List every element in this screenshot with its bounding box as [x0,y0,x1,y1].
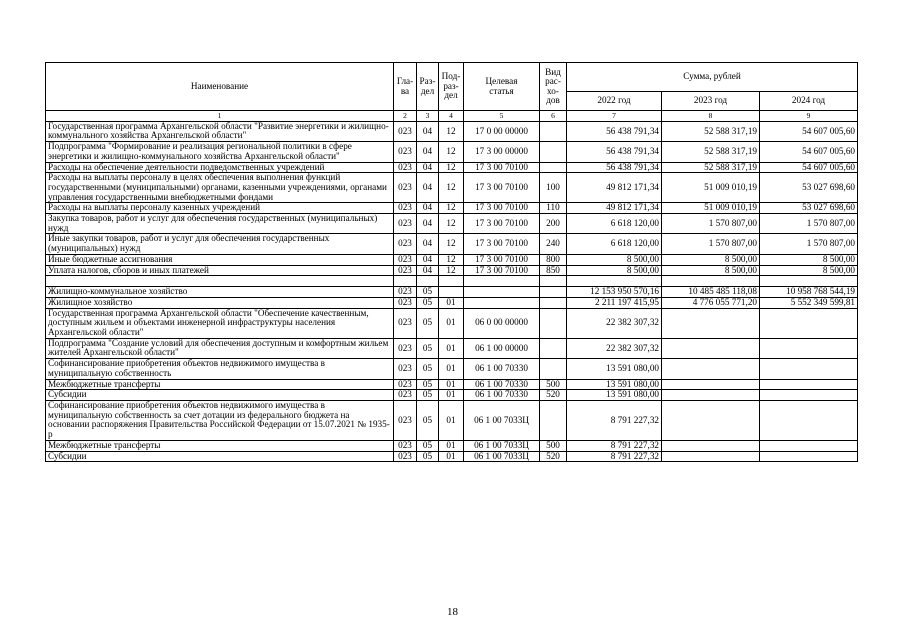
col-header-podrazdel: Под- раз- дел [439,63,464,111]
row-vid [540,162,567,173]
row-sum-2022 [567,276,662,287]
row-statya: 06 0 00 00000 [464,308,540,338]
row-statya: 17 3 00 70100 [464,162,540,173]
table-row [46,265,858,276]
page-number: 18 [447,606,458,618]
row-sum-2024: 53 027 698,60 [760,173,858,203]
col-header-name: Наименование [46,63,394,111]
row-razdel: 04 [417,214,439,234]
table-row [46,359,858,379]
table-row [46,121,858,141]
column-index: 4 [439,111,464,122]
row-sum-2023: 52 588 317,19 [662,121,760,141]
row-sum-2022: 8 500,00 [567,265,662,276]
row-name: Иные бюджетные ассигнования [46,254,394,265]
row-sum-2022: 13 591 080,00 [567,379,662,390]
row-podrazdel: 01 [439,390,464,401]
row-sum-2022: 22 382 307,32 [567,338,662,358]
row-razdel [417,276,439,287]
row-statya [464,276,540,287]
row-name: Субсидии [46,451,394,462]
row-glava: 023 [394,338,417,358]
row-name: Государственная программа Архангельской области "Обеспечение качественным, доступным жильем и объектами инженерной инфраструктуры населения Архангельской области" [46,308,394,338]
col-header-razdel: Раз- дел [417,63,439,111]
row-name [46,276,394,287]
row-sum-2024: 10 958 768 544,19 [760,287,858,298]
row-vid [540,142,567,162]
row-razdel: 05 [417,308,439,338]
row-sum-2024: 54 607 005,60 [760,121,858,141]
row-glava: 023 [394,203,417,214]
row-vid: 500 [540,440,567,451]
table-row [46,162,858,173]
row-podrazdel: 12 [439,203,464,214]
row-razdel: 04 [417,142,439,162]
row-sum-2022: 13 591 080,00 [567,390,662,401]
row-name: Софинансирование приобретения объектов недвижимого имущества в муниципальную собственность [46,359,394,379]
row-sum-2024 [760,379,858,390]
row-sum-2024: 54 607 005,60 [760,142,858,162]
row-podrazdel: 12 [439,162,464,173]
row-podrazdel: 12 [439,254,464,265]
row-sum-2023: 1 570 807,00 [662,214,760,234]
row-name: Расходы на выплаты персоналу казенных учреждений [46,203,394,214]
row-sum-2023: 51 009 010,19 [662,173,760,203]
row-razdel: 05 [417,390,439,401]
row-statya: 06 1 00 70330 [464,359,540,379]
table-row [46,214,858,234]
row-podrazdel [439,287,464,298]
table-row [46,276,858,287]
row-glava: 023 [394,297,417,308]
row-sum-2022: 49 812 171,34 [567,203,662,214]
row-statya: 06 1 00 00000 [464,338,540,358]
row-razdel: 04 [417,203,439,214]
row-podrazdel: 12 [439,173,464,203]
row-glava: 023 [394,254,417,265]
row-razdel: 05 [417,359,439,379]
row-sum-2022: 6 618 120,00 [567,234,662,254]
row-razdel: 05 [417,338,439,358]
row-sum-2023: 52 588 317,19 [662,142,760,162]
row-podrazdel: 12 [439,121,464,141]
row-vid: 520 [540,451,567,462]
column-index: 6 [540,111,567,122]
row-sum-2024: 8 500,00 [760,265,858,276]
row-statya: 06 1 00 7033Ц [464,451,540,462]
row-glava: 023 [394,142,417,162]
row-sum-2022: 8 500,00 [567,254,662,265]
row-sum-2024: 54 607 005,60 [760,162,858,173]
row-sum-2022: 56 438 791,34 [567,121,662,141]
row-podrazdel: 01 [439,451,464,462]
table-row [46,234,858,254]
row-sum-2024 [760,338,858,358]
row-glava: 023 [394,287,417,298]
row-name: Жилищное хозяйство [46,297,394,308]
column-index: 3 [417,111,439,122]
row-glava: 023 [394,379,417,390]
row-sum-2024 [760,451,858,462]
row-sum-2023 [662,308,760,338]
row-sum-2023 [662,390,760,401]
row-sum-2024 [760,400,858,440]
table-row [46,379,858,390]
row-name: Уплата налогов, сборов и иных платежей [46,265,394,276]
row-razdel: 05 [417,379,439,390]
table-row [46,338,858,358]
row-vid: 100 [540,173,567,203]
row-vid [540,400,567,440]
table-row [46,297,858,308]
row-vid [540,338,567,358]
column-index: 2 [394,111,417,122]
col-header-year-2022: 2022 год [567,92,662,111]
row-sum-2022: 8 791 227,32 [567,400,662,440]
col-header-statya: Целевая статья [464,63,540,111]
row-sum-2024 [760,390,858,401]
row-sum-2022: 12 153 950 570,16 [567,287,662,298]
row-statya [464,297,540,308]
row-razdel: 05 [417,400,439,440]
row-sum-2023: 51 009 010,19 [662,203,760,214]
row-sum-2024: 8 500,00 [760,254,858,265]
row-vid: 500 [540,379,567,390]
row-name: Субсидии [46,390,394,401]
col-header-glava: Гла- ва [394,63,417,111]
row-podrazdel: 01 [439,379,464,390]
row-statya: 17 3 00 70100 [464,265,540,276]
row-razdel: 04 [417,121,439,141]
row-name: Межбюджетные трансферты [46,440,394,451]
row-vid [540,359,567,379]
col-header-year-2024: 2024 год [760,92,858,111]
row-name: Жилищно-коммунальное хозяйство [46,287,394,298]
table-row [46,142,858,162]
row-statya: 17 0 00 00000 [464,121,540,141]
row-glava [394,276,417,287]
row-sum-2023 [662,451,760,462]
row-sum-2024 [760,440,858,451]
table-row [46,390,858,401]
row-sum-2024 [760,359,858,379]
row-sum-2024: 1 570 807,00 [760,234,858,254]
row-razdel: 05 [417,451,439,462]
row-podrazdel: 01 [439,359,464,379]
row-statya: 17 3 00 70100 [464,203,540,214]
table-row [46,173,858,203]
row-statya: 17 3 00 70100 [464,214,540,234]
row-vid [540,297,567,308]
col-header-vid: Вид рас- хо- дов [540,63,567,111]
row-name: Софинансирование приобретения объектов недвижимого имущества в муниципальную собственность за счет дотации из федерального бюджета на основании распоряжения Правительства Российской Федерации от 15.07.2021 № 1935-р [46,400,394,440]
row-podrazdel: 12 [439,234,464,254]
row-razdel: 05 [417,297,439,308]
column-index: 9 [760,111,858,122]
col-header-year-2023: 2023 год [662,92,760,111]
row-sum-2024: 5 552 349 599,81 [760,297,858,308]
table-row [46,203,858,214]
row-sum-2022: 8 791 227,32 [567,440,662,451]
row-glava: 023 [394,214,417,234]
row-statya [464,287,540,298]
row-podrazdel [439,276,464,287]
table-row [46,400,858,440]
column-index: 8 [662,111,760,122]
row-sum-2022: 2 211 197 415,95 [567,297,662,308]
row-statya: 06 1 00 7033Ц [464,440,540,451]
row-statya: 06 1 00 70330 [464,379,540,390]
row-name: Расходы на обеспечение деятельности подведомственных учреждений [46,162,394,173]
row-statya: 06 1 00 70330 [464,390,540,401]
row-sum-2023: 4 776 055 771,20 [662,297,760,308]
table-row [46,308,858,338]
row-sum-2024 [760,276,858,287]
column-index: 5 [464,111,540,122]
row-glava: 023 [394,400,417,440]
row-name: Государственная программа Архангельской области "Развитие энергетики и жилищно-коммунального хозяйства Архангельской области" [46,121,394,141]
row-name: Расходы на выплаты персоналу в целях обеспечения выполнения функций государственными (муниципальными) органами, казенными учреждениями, органами управления государственными внебюджетными фондами [46,173,394,203]
row-statya: 17 3 00 70100 [464,254,540,265]
row-glava: 023 [394,390,417,401]
table-row [46,287,858,298]
row-podrazdel: 12 [439,265,464,276]
row-vid: 200 [540,214,567,234]
row-razdel: 04 [417,162,439,173]
row-glava: 023 [394,234,417,254]
row-razdel: 05 [417,287,439,298]
row-vid [540,287,567,298]
row-statya: 17 3 00 70100 [464,234,540,254]
column-index-row [46,111,858,122]
row-sum-2024: 53 027 698,60 [760,203,858,214]
row-podrazdel: 12 [439,142,464,162]
row-sum-2023 [662,338,760,358]
row-vid: 800 [540,254,567,265]
row-sum-2022: 22 382 307,32 [567,308,662,338]
row-glava: 023 [394,451,417,462]
row-sum-2023 [662,276,760,287]
table-row [46,254,858,265]
row-glava: 023 [394,162,417,173]
row-vid [540,276,567,287]
row-vid [540,121,567,141]
row-razdel: 04 [417,254,439,265]
row-sum-2022: 6 618 120,00 [567,214,662,234]
row-podrazdel: 12 [439,214,464,234]
row-glava: 023 [394,359,417,379]
row-sum-2023: 10 485 485 118,08 [662,287,760,298]
row-podrazdel: 01 [439,297,464,308]
row-podrazdel: 01 [439,440,464,451]
row-razdel: 05 [417,440,439,451]
row-sum-2023: 1 570 807,00 [662,234,760,254]
row-sum-2023 [662,400,760,440]
row-sum-2022: 8 791 227,32 [567,451,662,462]
row-razdel: 04 [417,234,439,254]
row-sum-2022: 49 812 171,34 [567,173,662,203]
row-name: Закупка товаров, работ и услуг для обеспечения государственных (муниципальных) нужд [46,214,394,234]
row-razdel: 04 [417,265,439,276]
row-podrazdel: 01 [439,308,464,338]
row-vid [540,308,567,338]
row-razdel: 04 [417,173,439,203]
row-vid: 110 [540,203,567,214]
budget-table [45,62,858,462]
row-glava: 023 [394,265,417,276]
row-name: Подпрограмма "Формирование и реализация региональной политики в сфере энергетики и жилищно-коммунального хозяйства Архангельской области" [46,142,394,162]
row-statya: 17 3 00 70100 [464,173,540,203]
row-glava: 023 [394,173,417,203]
row-glava: 023 [394,121,417,141]
row-vid: 520 [540,390,567,401]
col-header-summa: Сумма, рублей [567,63,858,92]
row-glava: 023 [394,440,417,451]
table-row [46,440,858,451]
row-sum-2022: 56 438 791,34 [567,142,662,162]
row-sum-2023: 52 588 317,19 [662,162,760,173]
row-glava: 023 [394,308,417,338]
table-row [46,451,858,462]
row-sum-2024: 1 570 807,00 [760,214,858,234]
row-vid: 240 [540,234,567,254]
row-statya: 06 1 00 7033Ц [464,400,540,440]
row-statya: 17 3 00 00000 [464,142,540,162]
row-podrazdel: 01 [439,400,464,440]
column-index: 7 [567,111,662,122]
row-podrazdel: 01 [439,338,464,358]
row-name: Иные закупки товаров, работ и услуг для обеспечения государственных (муниципальных) нужд [46,234,394,254]
row-sum-2023 [662,440,760,451]
column-index: 1 [46,111,394,122]
row-name: Подпрограмма "Создание условий для обеспечения доступным и комфортным жильем жителей Архангельской области" [46,338,394,358]
row-sum-2022: 13 591 080,00 [567,359,662,379]
row-sum-2024 [760,308,858,338]
row-sum-2023: 8 500,00 [662,254,760,265]
row-sum-2022: 56 438 791,34 [567,162,662,173]
row-sum-2023 [662,359,760,379]
row-sum-2023: 8 500,00 [662,265,760,276]
row-sum-2023 [662,379,760,390]
row-vid: 850 [540,265,567,276]
row-name: Межбюджетные трансферты [46,379,394,390]
